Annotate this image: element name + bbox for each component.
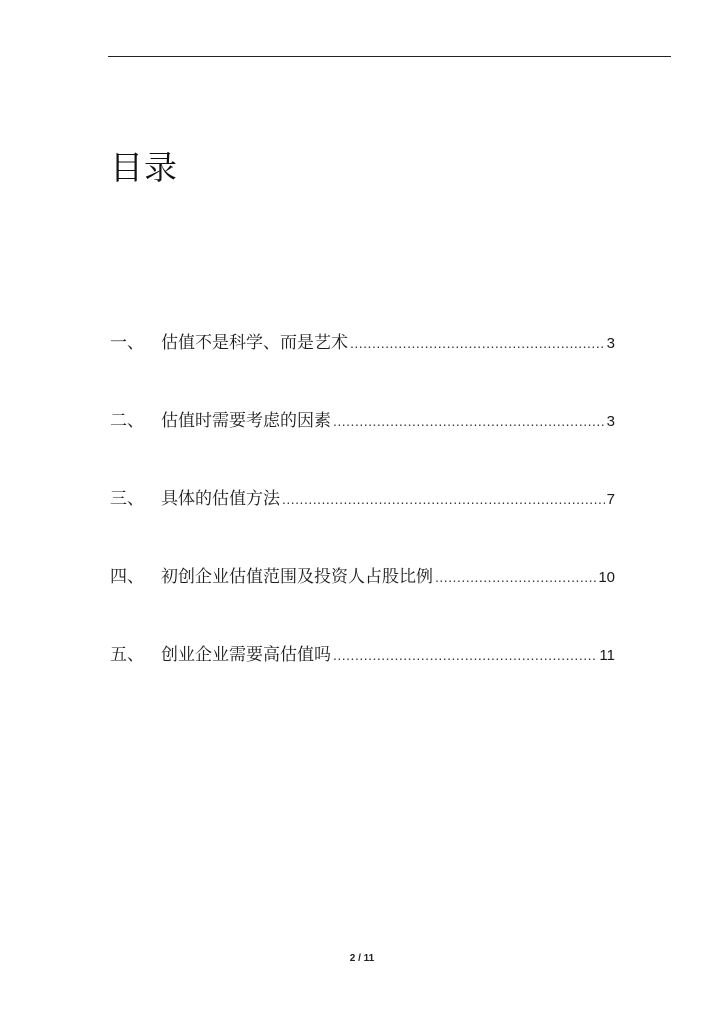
page-title: 目录 <box>110 148 178 187</box>
toc-entry-text: 估值不是科学、而是艺术 <box>161 333 348 353</box>
toc-entry-text: 估值时需要考虑的因素 <box>161 411 331 431</box>
toc-entry-number: 一、 <box>110 333 144 353</box>
toc-entry-number: 二、 <box>110 411 144 431</box>
toc-dot-leader <box>333 642 597 668</box>
toc-dot-leader <box>333 408 605 434</box>
toc-entry-number: 五、 <box>110 645 144 665</box>
page-number-footer: 2 / 11 <box>349 953 375 964</box>
toc-entry-text: 创业企业需要高估值吗 <box>161 645 331 665</box>
toc-dot-leader <box>435 564 596 590</box>
toc-entry-page: 7 <box>606 491 615 508</box>
toc-entry-page: 11 <box>599 647 615 664</box>
table-of-contents <box>110 330 615 720</box>
toc-dot-leader <box>282 486 605 512</box>
toc-entry-page: 10 <box>598 569 615 586</box>
header-rule <box>108 56 671 57</box>
toc-entry-2[interactable] <box>110 408 615 434</box>
toc-entry-text: 具体的估值方法 <box>161 489 280 509</box>
toc-entry-text: 初创企业估值范围及投资人占股比例 <box>161 567 433 587</box>
toc-entry-page: 3 <box>606 413 615 430</box>
toc-entry-3[interactable] <box>110 486 615 512</box>
toc-dot-leader <box>350 330 605 356</box>
toc-entry-number: 四、 <box>110 567 144 587</box>
toc-entry-4[interactable] <box>110 564 615 590</box>
toc-entry-5[interactable] <box>110 642 615 668</box>
toc-entry-page: 3 <box>606 335 615 352</box>
toc-entry-number: 三、 <box>110 489 144 509</box>
toc-entry-1[interactable] <box>110 330 615 356</box>
